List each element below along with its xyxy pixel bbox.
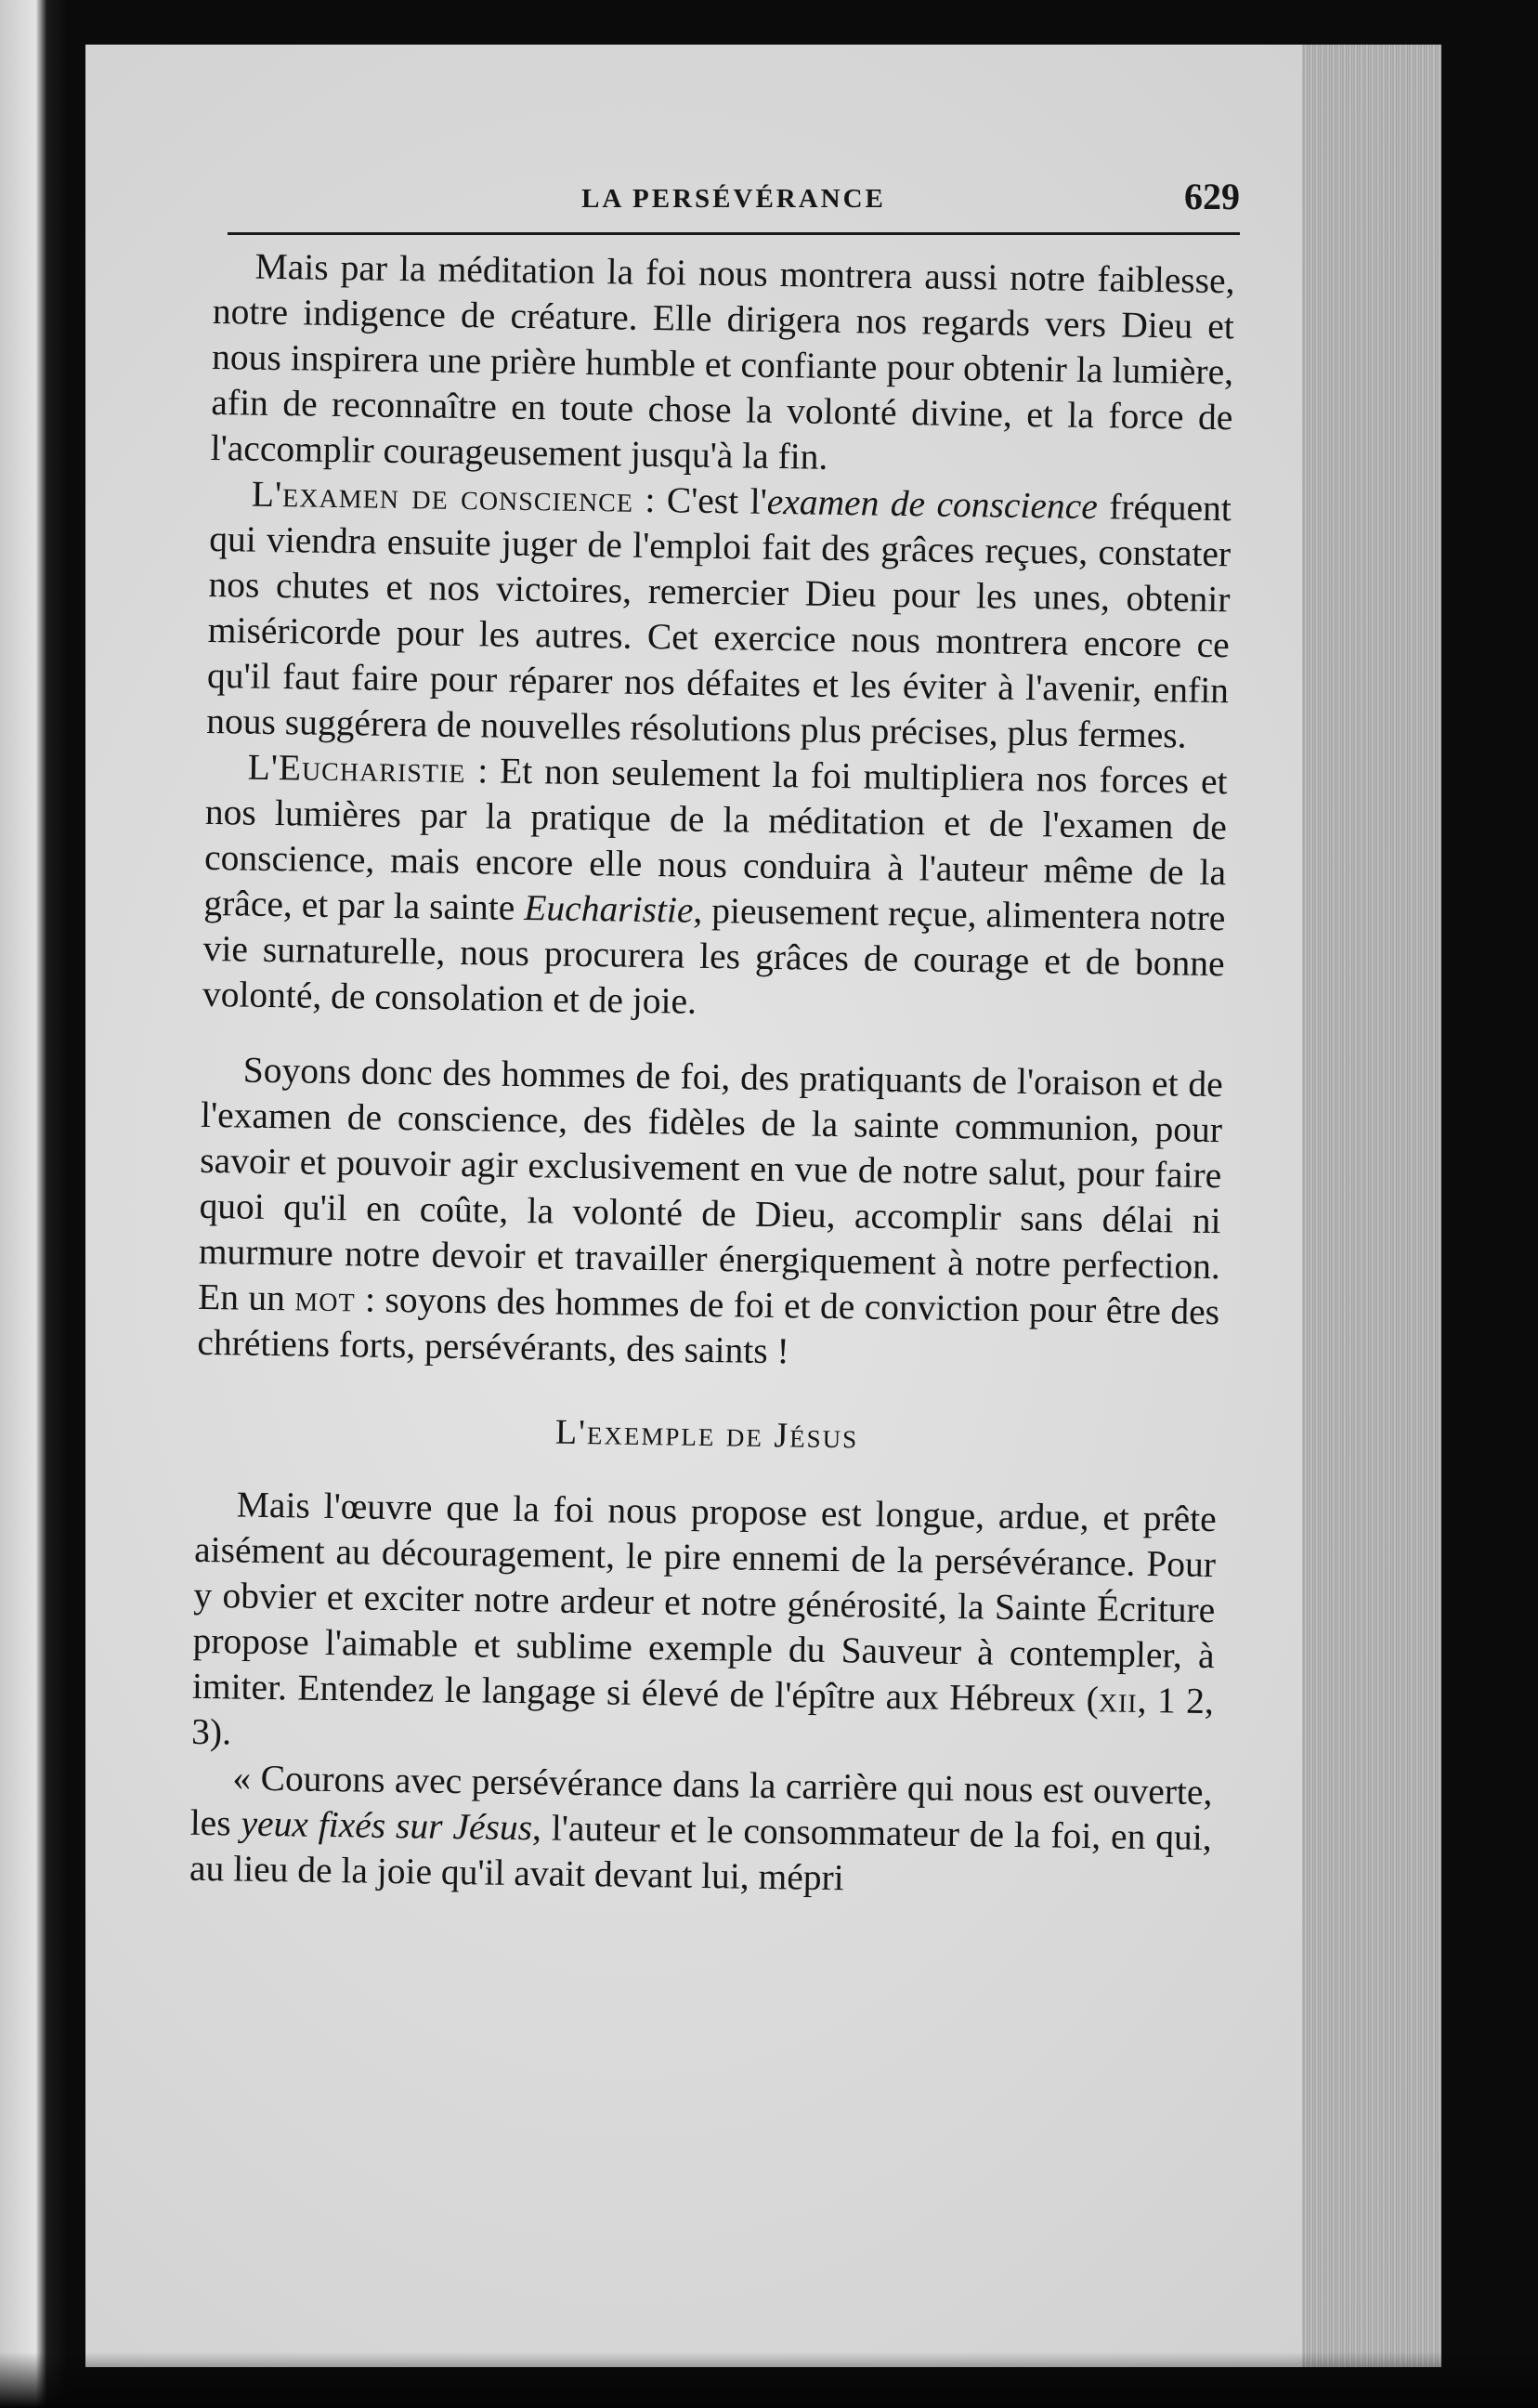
paragraph-examen [206, 471, 1232, 759]
running-title: LA PERSÉVÉRANCE [581, 184, 886, 214]
paragraph-lead-eucharistie: L'Eucharistie [247, 746, 466, 792]
paragraph-meditation: Mais par la méditation la foi nous montrera aussi notre faiblesse, notre indigence de créature. Elle dirigera nos regards vers Dieu et nous inspirera une prière humble et confiante pour obtenir la lumière, afin de reconnaître en toute chose la volonté divine, et la force de l'accomplir courageusement jusqu'à la fin. [210, 245, 1235, 478]
paragraph-oeuvre [191, 1482, 1217, 1770]
paragraph-text: , pieusement reçue, alimentera notre vie surnaturelle, nous procurera les grâces de courage et de bonne volonté, de consolation et de joie. [202, 889, 1226, 1022]
paragraph-text: Mais l'œuvre que la foi nous propose est longue, ardue, et prête aisément au découragement, le pire ennemi de la persévérance. Pour y obvier et exciter notre ardeur et notre générosité, la Sainte Écriture propose l'aimable et sublime exemple du Sauveur à contempler, à imiter. Entendez le langage si élevé de l'épître aux Hébreux ( [191, 1484, 1218, 1721]
paragraph-text: : soyons des hommes de foi et de conviction pour être des chrétiens forts, persévérants, des saints ! [197, 1278, 1220, 1372]
scan-bottom-shadow [0, 2352, 1538, 2408]
section-heading: L'exemple de Jésus [554, 1412, 859, 1457]
paragraph-eucharistie [202, 744, 1228, 1032]
paragraph-text: fréquent qui viendra ensuite juger de l'emploi fait des grâces reçues, constater nos chutes et nos victoires, remercier Dieu pour les unes, obtenir miséricorde pour les autres. Cet exercice nous montrera encore ce qu'il faut faire pour réparer nos défaites et les éviter à l'avenir, enfin nous suggérera de nouvelles résolutions plus précises, plus fermes. [206, 486, 1232, 756]
paragraph-text: : Et non seulement la foi multipliera nos forces et nos lumières par la pratique de la méditation et de l'examen de conscience, mais encore elle nous conduira à l'auteur même de la grâce, et par la sainte [203, 750, 1228, 929]
paragraph-text: , 1 2, 3). [190, 1679, 1215, 1753]
italic-term-examen: examen de conscience [766, 480, 1099, 528]
paragraph-text: Soyons donc des hommes de foi, des pratiquants de l'oraison et de l'examen de conscience, des fidèles de la sainte communion, pour savoir et pouvoir agir exclusivement en vue de notre salut, pour faire quoi qu'il en coûte, la volonté de Dieu, accomplir sans délai ni murmure notre devoir et travailler énergiquement à notre perfection. En un [197, 1049, 1224, 1319]
paragraph-quotation [189, 1755, 1213, 1906]
paragraph-text: : C'est l' [632, 478, 768, 522]
small-caps-word: mot [294, 1277, 356, 1320]
paragraph-lead-examen: L'examen de conscience [251, 473, 634, 520]
body-text [187, 243, 1235, 2079]
paragraph-text: « Courons avec persévérance dans la carrière qui nous est ouverte, les [189, 1757, 1213, 1844]
italic-term-eucharistie: Eucharistie [524, 887, 694, 931]
page-fore-edge [1302, 45, 1441, 2367]
paragraph-text: , l'auteur et le consommateur de la foi, en qui, au lieu de la joie qu'il avait devant lui, mépri [189, 1807, 1212, 1899]
page-number: 629 [1184, 176, 1240, 217]
running-header [228, 177, 1240, 235]
italic-phrase-jesus: yeux fixés sur Jésus [241, 1802, 533, 1849]
chapter-reference: xii [1098, 1679, 1139, 1721]
paragraph-soyons [197, 1047, 1223, 1381]
adjacent-page-edge [0, 0, 65, 2408]
